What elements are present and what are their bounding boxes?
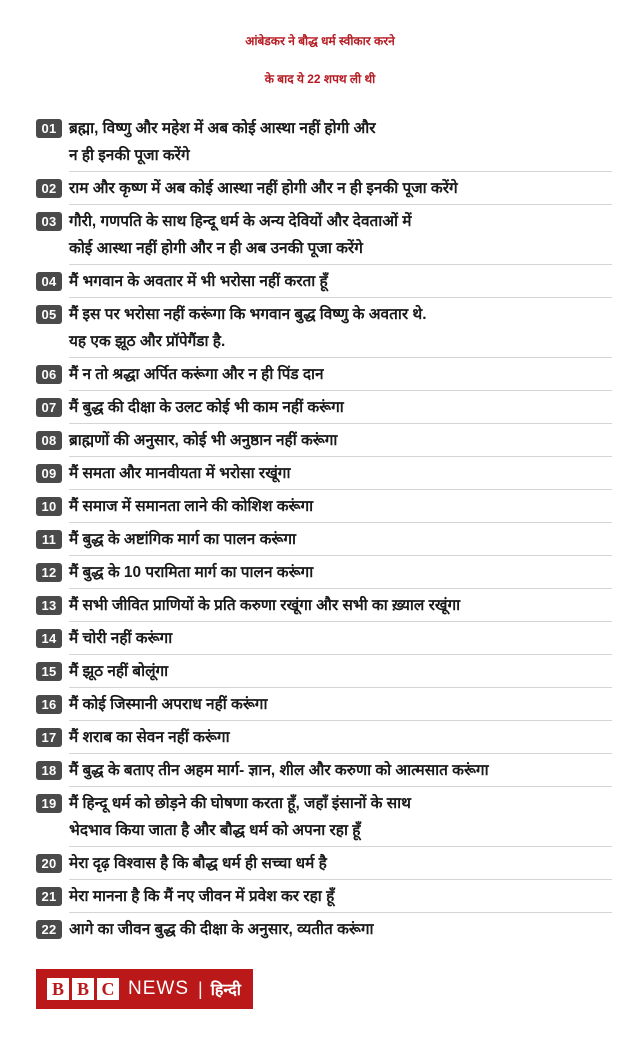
oath-item [36,298,612,358]
bbc-letter-c: C [97,978,119,1000]
oath-text-line: ब्राह्मणों की अनुसार, कोई भी अनुष्ठान नहीं करूंगा [69,432,338,449]
oath-row [36,526,612,553]
oath-text [69,394,612,421]
bbc-letter-blocks [47,978,119,1000]
oath-number-badge: 10 [36,497,62,516]
oath-item [36,424,612,457]
oath-text-line: मैं बुद्ध के बताए तीन अहम मार्ग- ज्ञान, शील और करुणा को आत्मसात करूंगा [69,762,489,779]
oath-text [69,208,612,262]
oath-item [36,172,612,205]
oath-row [36,115,612,169]
oath-number-badge: 07 [36,398,62,417]
oath-number-badge: 13 [36,596,62,615]
oath-number-badge: 09 [36,464,62,483]
oath-row [36,757,612,784]
bbc-news-hindi-logo [36,969,253,1009]
oath-text-line: न ही इनकी पूजा करेंगे [69,147,190,164]
oath-text-line: मेरा दृढ़ विश्वास है कि बौद्ध धर्म ही सच्चा धर्म है [69,855,327,872]
oath-text [69,427,612,454]
oath-text-line: राम और कृष्ण में अब कोई आस्था नहीं होगी और न ही इनकी पूजा करेंगे [69,180,458,197]
oath-row [36,691,612,718]
oath-row [36,658,612,685]
oath-text-line: यह एक झूठ और प्रॉपेगैंडा है. [69,333,226,350]
oath-text [69,175,612,202]
oath-item [36,265,612,298]
page-title-line-2: के बाद ये 22 शपथ ली थी [264,72,376,86]
bbc-news-word: NEWS [128,978,189,999]
bbc-logo-box [36,969,253,1009]
oath-number-badge: 22 [36,920,62,939]
oath-number-badge: 19 [36,794,62,813]
oath-text-line: आगे का जीवन बुद्ध की दीक्षा के अनुसार, व्यतीत करूंगा [69,921,374,938]
oath-row [36,493,612,520]
oath-number-badge: 01 [36,119,62,138]
oath-row [36,790,612,844]
oath-number-badge: 15 [36,662,62,681]
oath-row [36,268,612,295]
oath-number-badge: 16 [36,695,62,714]
oath-row [36,361,612,388]
oath-number-badge: 02 [36,179,62,198]
oath-text [69,526,612,553]
oath-text-line: मैं भगवान के अवतार में भी भरोसा नहीं करता हूँ [69,273,328,290]
oath-number-badge: 14 [36,629,62,648]
oath-text [69,268,612,295]
oath-number-badge: 21 [36,887,62,906]
oath-row [36,625,612,652]
oath-number-badge: 08 [36,431,62,450]
oath-item [36,622,612,655]
oath-item [36,523,612,556]
oath-row [36,559,612,586]
oath-text-line: मैं समाज में समानता लाने की कोशिश करूंगा [69,498,314,515]
oath-number-badge: 18 [36,761,62,780]
oath-text-line: मैं इस पर भरोसा नहीं करूंगा कि भगवान बुद्ध विष्णु के अवतार थे. [69,306,427,323]
oath-text-line: मैं समता और मानवीयता में भरोसा रखूंगा [69,465,291,482]
bbc-logo-divider: | [198,978,203,999]
oath-row [36,301,612,355]
oath-number-badge: 03 [36,212,62,231]
oath-text [69,658,612,685]
bbc-language-label: हिन्दी [210,982,241,999]
oath-number-badge: 12 [36,563,62,582]
oath-text [69,724,612,751]
oath-text [69,559,612,586]
oath-item [36,490,612,523]
oath-item [36,754,612,787]
page-title-line-1: आंबेडकर ने बौद्ध धर्म स्वीकार करने [245,34,395,48]
oath-number-badge: 20 [36,854,62,873]
oath-text-line: मैं बुद्ध के अष्टांगिक मार्ग का पालन करूंगा [69,531,297,548]
oath-text-line: मैं कोई जिस्मानी अपराध नहीं करूंगा [69,696,268,713]
oath-text [69,790,612,844]
oath-text-line: ब्रह्मा, विष्णु और महेश में अब कोई आस्था नहीं होगी और [69,120,376,137]
oath-text-line: गौरी, गणपति के साथ हिन्दू धर्म के अन्य देवियों और देवताओं में [69,213,412,230]
oath-item [36,358,612,391]
oath-text-line: मैं चोरी नहीं करूंगा [69,630,173,647]
oath-text-line: मैं न तो श्रद्धा अर्पित करूंगा और न ही पिंड दान [69,366,324,383]
oath-number-badge: 05 [36,305,62,324]
oath-text [69,460,612,487]
oath-item [36,205,612,265]
oath-row [36,850,612,877]
oath-item [36,721,612,754]
oath-item [36,688,612,721]
oath-text [69,757,612,784]
oath-text [69,883,612,910]
oath-text-line: मैं शराब का सेवन नहीं करूंगा [69,729,230,746]
oath-text [69,115,612,169]
oath-row [36,916,612,943]
oath-list [0,112,640,946]
oath-text-line: मैं हिन्दू धर्म को छोड़ने की घोषणा करता हूँ, जहाँ इंसानों के साथ [69,795,411,812]
oath-number-badge: 06 [36,365,62,384]
oath-row [36,883,612,910]
oath-text-line: कोई आस्था नहीं होगी और न ही अब उनकी पूजा करेंगे [69,240,363,257]
oath-text [69,916,612,943]
oath-item [36,112,612,172]
oath-number-badge: 11 [36,530,62,549]
page-title [0,0,640,104]
oath-text [69,691,612,718]
oath-row [36,394,612,421]
oath-text-line: मैं बुद्ध की दीक्षा के उलट कोई भी काम नहीं करूंगा [69,399,344,416]
oath-number-badge: 04 [36,272,62,291]
oath-item [36,913,612,946]
oath-number-badge: 17 [36,728,62,747]
oath-item [36,655,612,688]
oath-row [36,175,612,202]
oath-item [36,847,612,880]
oath-text [69,592,612,619]
oath-text-line: मेरा मानना है कि मैं नए जीवन में प्रवेश कर रहा हूँ [69,888,335,905]
oath-text [69,301,612,355]
oath-text [69,850,612,877]
oath-text-line: भेदभाव किया जाता है और बौद्ध धर्म को अपना रहा हूँ [69,822,361,839]
oath-text-line: मैं सभी जीवित प्राणियों के प्रति करुणा रखूंगा और सभी का ख़्याल रखूंगा [69,597,461,614]
oath-item [36,391,612,424]
oath-text [69,625,612,652]
bbc-letter-b1: B [47,978,69,1000]
bbc-letter-b2: B [72,978,94,1000]
oath-row [36,592,612,619]
oath-text [69,361,612,388]
oath-text [69,493,612,520]
oath-text-line: मैं बुद्ध के 10 परामिता मार्ग का पालन करूंगा [69,564,314,581]
oath-row [36,724,612,751]
oath-row [36,460,612,487]
oath-item [36,589,612,622]
oath-item [36,457,612,490]
oath-item [36,787,612,847]
oath-text-line: मैं झूठ नहीं बोलूंगा [69,663,169,680]
oath-item [36,556,612,589]
oath-row [36,208,612,262]
oath-item [36,880,612,913]
oath-row [36,427,612,454]
